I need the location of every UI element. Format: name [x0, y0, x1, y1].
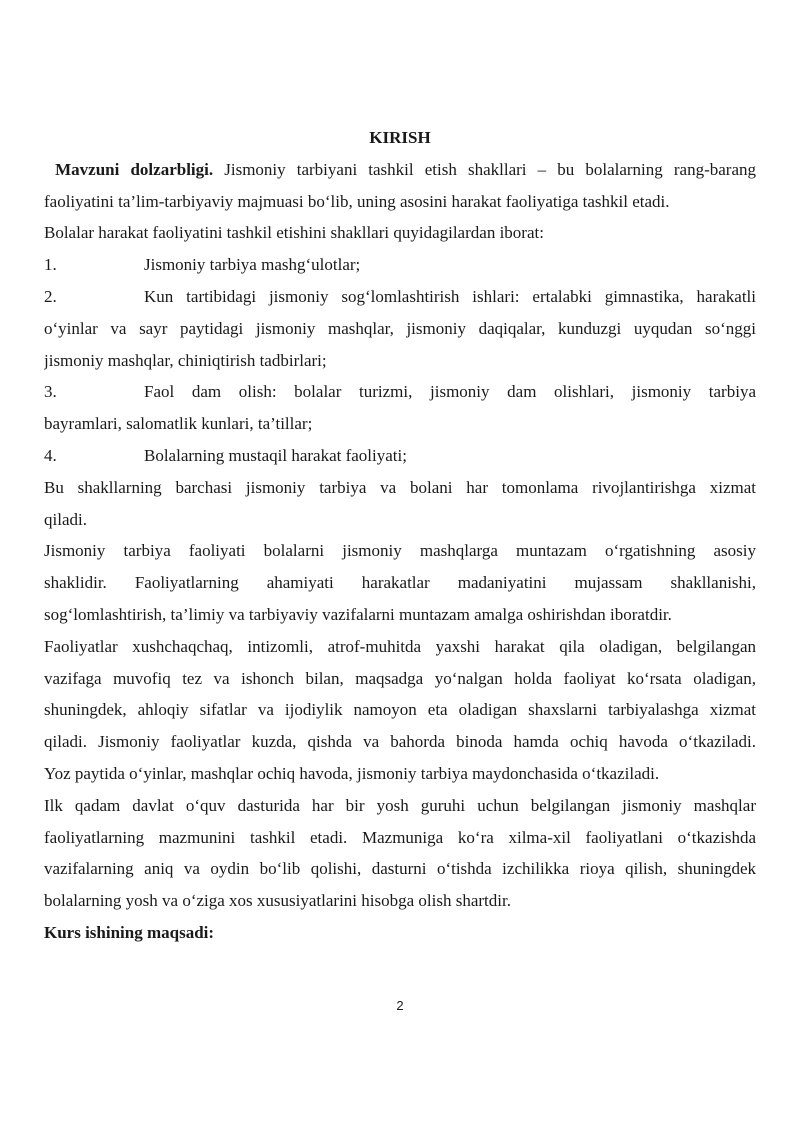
list-number: 2.: [44, 286, 57, 306]
paragraph-line: qiladi. Jismoniy faoliyatlar kuzda, qishda va bahorda binoda hamda ochiq havoda o‘tkaziladi.: [44, 732, 756, 752]
list-item: [44, 440, 756, 472]
forms-intro: Bolalar harakat faoliyatini tashkil etishini shakllari quyidagilardan iborat:: [44, 223, 544, 243]
paragraph-line: qiladi.: [44, 509, 87, 529]
list-number: 4.: [44, 445, 57, 465]
intro-text: Jismoniy tarbiyani tashkil etish shakllari – bu bolalarning rang-barang: [224, 159, 756, 179]
list-number: 1.: [44, 255, 57, 275]
list-number: 3.: [44, 382, 57, 402]
list-item: [44, 281, 756, 313]
list-text-continued: jismoniy mashqlar, chiniqtirish tadbirlari;: [44, 350, 327, 370]
paragraph-line: sog‘lomlashtirish, ta’limiy va tarbiyaviy vazifalarni muntazam amalga oshirishdan iboratdir.: [44, 604, 672, 624]
intro-line-1: [44, 154, 756, 186]
list-item: [44, 249, 756, 281]
paragraph-line: shaklidir. Faoliyatlarning ahamiyati harakatlar madaniyatini mujassam shakllanishi,: [44, 573, 756, 593]
paragraph-line: Ilk qadam davlat o‘quv dasturida har bir yosh guruhi uchun belgilangan jismoniy mashqlar: [44, 795, 756, 815]
paragraph-line: vazifaga muvofiq tez va ishonch bilan, maqsadga yo‘nalgan holda faoliyat ko‘rsata oladigan,: [44, 668, 756, 688]
page-title: KIRISH: [369, 128, 431, 147]
list-text: Bolalarning mustaqil harakat faoliyati;: [144, 445, 407, 465]
list-text-continued: o‘yinlar va sayr paytidagi jismoniy mashqlar, jismoniy daqiqalar, kunduzgi uyqudan so‘nggi: [44, 318, 756, 338]
paragraph-line: Yoz paytida o‘yinlar, mashqlar ochiq havoda, jismoniy tarbiya maydonchasida o‘tkaziladi.: [44, 763, 660, 783]
section-heading: Kurs ishining maqsadi:: [44, 922, 215, 942]
list-text: Kun tartibidagi jismoniy sog‘lomlashtirish ishlari: ertalabki gimnastika, harakatli: [144, 286, 756, 306]
list-text: Faol dam olish: bolalar turizmi, jismoniy dam olishlari, jismoniy tarbiya: [144, 382, 756, 402]
list-text-continued: bayramlari, salomatlik kunlari, ta’tillar;: [44, 414, 313, 434]
document-page: [44, 122, 756, 949]
paragraph-line: bolalarning yosh va o‘ziga xos xususiyatlarini hisobga olish shartdir.: [44, 891, 511, 911]
page-number: 2: [396, 998, 404, 1013]
paragraph-line: faoliyatlarning mazmunini tashkil etadi. Mazmuniga ko‘ra xilma-xil faoliyatlani o‘tkazishda: [44, 827, 756, 847]
list-item: [44, 376, 756, 408]
paragraph-line: vazifalarning aniq va oydin bo‘lib qolishi, dasturni o‘tishda izchilikka rioya qilish, shuningdek: [44, 859, 756, 879]
intro-bold-label: Mavzuni dolzarbligi.: [55, 159, 214, 179]
list-text: Jismoniy tarbiya mashg‘ulotlar;: [144, 255, 361, 275]
paragraph-line: Jismoniy tarbiya faoliyati bolalarni jismoniy mashqlarga muntazam o‘rgatishning asosiy: [44, 541, 756, 561]
paragraph-line: shuningdek, ahloqiy sifatlar va ijodiylik namoyon eta oladigan shaxslarni tarbiyalashga xizmat: [44, 700, 756, 720]
intro-line-2: faoliyatini ta’lim-tarbiyaviy majmuasi bo‘lib, uning asosini harakat faoliyatiga tashkil etadi.: [44, 191, 670, 211]
paragraph-line: Bu shakllarning barchasi jismoniy tarbiya va bolani har tomonlama rivojlantirishga xizmat: [44, 477, 756, 497]
paragraph-line: Faoliyatlar xushchaqchaq, intizomli, atrof-muhitda yaxshi harakat qila oladigan, belgilangan: [44, 636, 756, 656]
